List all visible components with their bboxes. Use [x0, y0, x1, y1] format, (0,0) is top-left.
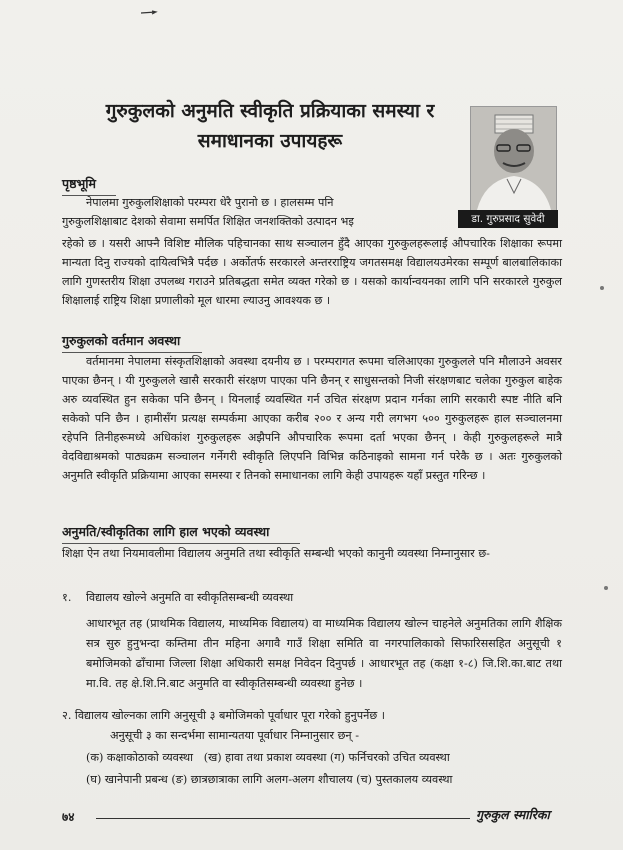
author-photo [470, 106, 557, 211]
heading-current-status: गुरुकुलको वर्तमान अवस्था [62, 333, 181, 348]
item-1-title: विद्यालय खोल्ने अनुमति वा स्वीकृतिसम्बन्धी व्यवस्था [86, 591, 294, 604]
item-2: २. विद्यालय खोल्नका लागि अनुसूची ३ बमोजिमको पूर्वाधार पूरा गरेको हुनुपर्नेछ । [62, 709, 385, 722]
pen-mark-icon [140, 10, 158, 16]
provision-intro: शिक्षा ऐन तथा नियमावलीमा विद्यालय अनुमति तथा स्वीकृति सम्बन्धी भएको कानुनी व्यवस्था निम्नानुसार छ- [62, 547, 490, 560]
heading-provision: अनुमति/स्वीकृतिका लागि हाल भएको व्यवस्था [62, 524, 270, 539]
current-status-paragraph: वर्तमानमा नेपालमा संस्कृतशिक्षाको अवस्था दयनीय छ । परम्परागत रूपमा चलिआएका गुरुकुलले पनि मौलाउने अवसर पाएका छैनन् । यी गुरुकुलले खासै सरकारी संरक्षण पाएका पनि छैनन् र साधुसन्तको निजी संरक्षणबाट चलेका गुरुकुल बाहेक अरु व्यवस्थित हुन सकेका पनि छैनन् । यिनलाई व्यवस्थित गर्न उचित संरक्षण प्रदान गर्नका लागि सरकारी स्पष्ट नीति बनि सकेको पनि छैन । हामीसँग प्रत्यक्ष सम्पर्कमा आएका करीब २०० र अन्य गरी लगभग ५०० गुरुकुलहरू हाल सञ्चालनमा रहेपनि तिनीहरूमध्ये अधिकांश गुरुकुलहरू अझैपनि औपचारिक रूपमा दर्ता भएका छैनन् । केही गुरुकुलहरूले मात्रै वेदविद्याश्रमको पाठ्यक्रम सञ्चालन गर्नेगरी स्वीकृति लिएपनि विभिन्न कठिनाइको सामना गर्न परेकै छ । अतः गुरुकुलको अनुमति स्वीकृति प्रक्रियामा आएका समस्या र तिनको समाधानका लागि केही उपायहरू यहाँ प्रस्तुत गरिन्छ । [62, 355, 562, 482]
author-portrait-icon [471, 107, 556, 210]
scan-speck [600, 286, 604, 290]
infrastructure-row-2: (घ) खानेपानी प्रबन्ध (ङ) छात्रछात्राका लागि अलग-अलग शौचालय (च) पुस्तकालय व्यवस्था [86, 773, 453, 786]
journal-name: गुरुकुल स्मारिका [476, 807, 550, 822]
author-name: डा. गुरुप्रसाद सुवेदी [458, 210, 558, 228]
item-1-body: आधारभूत तह (प्राथमिक विद्यालय, माध्यमिक विद्यालय) वा माध्यमिक विद्यालय खोल्न चाहनेले अनुमतिका लागि शैक्षिक सत्र सुरु हुनुभन्दा कम्तिमा तीन महिना अगावै गाउँ शिक्षा समिति वा नगरपालिकाको सिफारिससहित अनुसूची १ बमोजिमको ढाँचामा जिल्ला शिक्षा अधिकारी समक्ष निवेदन दिनुपर्छ । आधारभूत तह (कक्षा १-८) जि.शि.का.बाट तथा मा.वि. तह क्षे.शि.नि.बाट अनुमति वा स्वीकृतिसम्बन्धी व्यवस्था हुनेछ । [86, 617, 562, 690]
title-line-1: गुरुकुलको अनुमति स्वीकृति प्रक्रियाका समस्या र [105, 100, 435, 122]
background-paragraph: रहेको छ । यसरी आफ्नै विशिष्ट मौलिक पहिचानका साथ सञ्चालन हुँदै आएका गुरुकुलहरूलाई औपचारिक शिक्षाका रूपमा मान्यता दिनु राज्यको दायित्वभित्रै पर्दछ । अर्कोतर्फ सरकारले अन्तरराष्ट्रिय जगतसमक्ष विद्यालयउमेरका सम्पूर्ण बालबालिकाका लागि गुणस्तरीय शिक्षा उपलब्ध गराउने प्रतिबद्धता समेत व्यक्त गरेको छ । यसको कार्यान्वयनका लागि पनि सरकारले गुरुकुल शिक्षालाई राष्ट्रिय शिक्षा प्रणालीको मूल धारमा ल्याउनु आवश्यक छ । [62, 237, 562, 307]
title-line-2: समाधानका उपायहरू [197, 130, 343, 152]
background-line-1: नेपालमा गुरुकुलशिक्षाको परम्परा धेरै पुरानो छ । हालसम्म पनि [86, 196, 334, 209]
scan-speck [604, 586, 608, 590]
page-number: ७४ [62, 810, 75, 824]
infrastructure-intro: अनुसूची ३ का सन्दर्भमा सामान्यतया पूर्वाधार निम्नानुसार छन् - [110, 729, 359, 742]
article-title [80, 96, 460, 156]
footer-divider [96, 818, 470, 819]
item-1-number: १. [62, 591, 72, 604]
heading-background: पृष्ठभूमि [62, 176, 96, 191]
background-line-2: गुरुकुलशिक्षाबाट देशको सेवामा समर्पित शिक्षित जनशक्तिको उत्पादन भइ [62, 215, 354, 228]
infrastructure-row-1: (क) कक्षाकोठाको व्यवस्था (ख) हावा तथा प्रकाश व्यवस्था (ग) फर्निचरको उचित व्यवस्था [86, 751, 450, 764]
